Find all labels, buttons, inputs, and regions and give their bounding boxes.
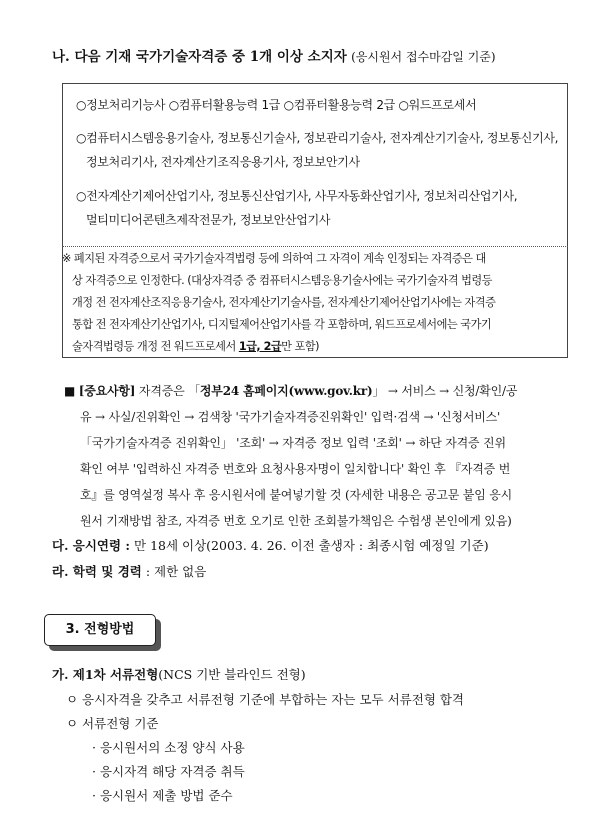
section-heading-na-label: 나. 다음 기재 국가기술자격증 중 1개 이상 소지자	[52, 49, 347, 65]
screening-heading	[52, 665, 306, 683]
important-line-2: 유 → 사실/진위확인 → 검색창 '국가기술자격증진위확인' 입력·검색 → '신청서비스'	[80, 410, 501, 424]
important-l1-b: 」 → 서비스 → 신청/확인/공	[372, 384, 518, 398]
note-line-2: 상 자격증으로 인정한다. (대상자격증 중 컴퓨터시스템응용기술사에는 국가기술자격 법령등	[72, 274, 492, 287]
section-education-value: : 제한 없음	[141, 564, 207, 579]
screening-heading-rest: (NCS 기반 블라인드 전형)	[158, 667, 306, 682]
important-line-4: 확인 여부 '입력하신 자격증 번호와 요청사용자명이 일치합니다' 확인 후 『자격증 번	[80, 462, 511, 476]
important-line-3: 「국가기술자격증 진위확인」 '조회' → 자격증 정보 입력 '조회' → 하단 자격증 진위	[80, 436, 506, 450]
important-l1-a: 자격증은 「	[138, 384, 200, 398]
section-education	[52, 562, 206, 580]
screening-heading-bold: 가. 제1차 서류전형	[52, 667, 159, 682]
section-education-label: 라. 학력 및 경력	[52, 564, 142, 579]
important-bullet: ■	[64, 384, 76, 398]
cert-line-1: ○정보처리기능사 ○컴퓨터활용능력 1급 ○컴퓨터활용능력 2급 ○워드프로세서	[76, 98, 477, 112]
cert-line-3b: 멀티미디어콘텐츠제작전문가, 정보보안산업기사	[86, 213, 331, 227]
cert-line-2a: ○컴퓨터시스템응용기술사, 정보통신기술사, 정보관리기술사, 전자계산기기술사, 정보통신기사,	[76, 131, 559, 145]
cert-line-2b: 정보처리기사, 전자계산기조직응용기사, 정보보안기사	[86, 155, 360, 169]
note-line-4: 통합 전 전자계산기산업기사, 디지털제어산업기사를 각 포함하며, 워드프로세서에는 국가기	[72, 318, 492, 331]
screening-item-2: ㅇ 서류전형 기준	[66, 716, 159, 731]
criteria-item: · 응시자격 해당 자격증 취득	[92, 764, 245, 779]
note-line-5-post: 만 포함)	[281, 340, 320, 353]
section-age	[52, 536, 489, 554]
important-line-6: 원서 기재방법 참조, 자격증 번호 오기로 인한 조회불가책임은 수험생 본인에게 있음)	[80, 514, 512, 528]
note-line-5-pre: 술자격법령등 개정 전 워드프로세서	[72, 340, 239, 353]
section-age-value: 만 18세 이상(2003. 4. 26. 이전 출생자 : 최종시험 예정일 기준)	[130, 538, 489, 553]
note-line-5	[72, 338, 319, 354]
note-line-5-bold: 1급, 2급	[238, 340, 282, 353]
note-line-3: 개정 전 전자계산조직응용기술사, 전자계산기기술사를, 전자계산기제어산업기사에는 자격증	[72, 296, 496, 309]
section-heading-na	[52, 45, 496, 65]
important-label: [중요사항]	[78, 384, 136, 398]
important-line-5: 호』를 영역설정 복사 후 응시원서에 붙여넣기할 것 (자세한 내용은 공고문 붙임 응시	[80, 488, 512, 502]
criteria-item: · 응시원서 제출 방법 준수	[92, 788, 233, 803]
cert-line-3a: ○전자계산기제어산업기사, 정보통신산업기사, 사무자동화산업기사, 정보처리산업기사,	[76, 189, 518, 203]
gov24-site: 정부24 홈페이지(www.gov.kr)	[199, 384, 373, 398]
screening-item-1: ㅇ 응시자격을 갖추고 서류전형 기준에 부합하는 자는 모두 서류전형 합격	[66, 692, 465, 707]
section-heading-na-note: (응시원서 접수마감일 기준)	[351, 50, 496, 64]
section-age-label: 다. 응시연령 :	[52, 538, 131, 553]
note-line-1: ※ 폐지된 자격증으로서 국가기술자격법령 등에 의하여 그 자격이 계속 인정되는 자격증은 대	[62, 252, 486, 265]
cert-box-divider	[62, 246, 568, 247]
important-line-1	[64, 382, 517, 399]
criteria-item: · 응시원서의 소정 양식 사용	[92, 740, 245, 755]
section-title: 3. 전형방법	[65, 622, 135, 637]
